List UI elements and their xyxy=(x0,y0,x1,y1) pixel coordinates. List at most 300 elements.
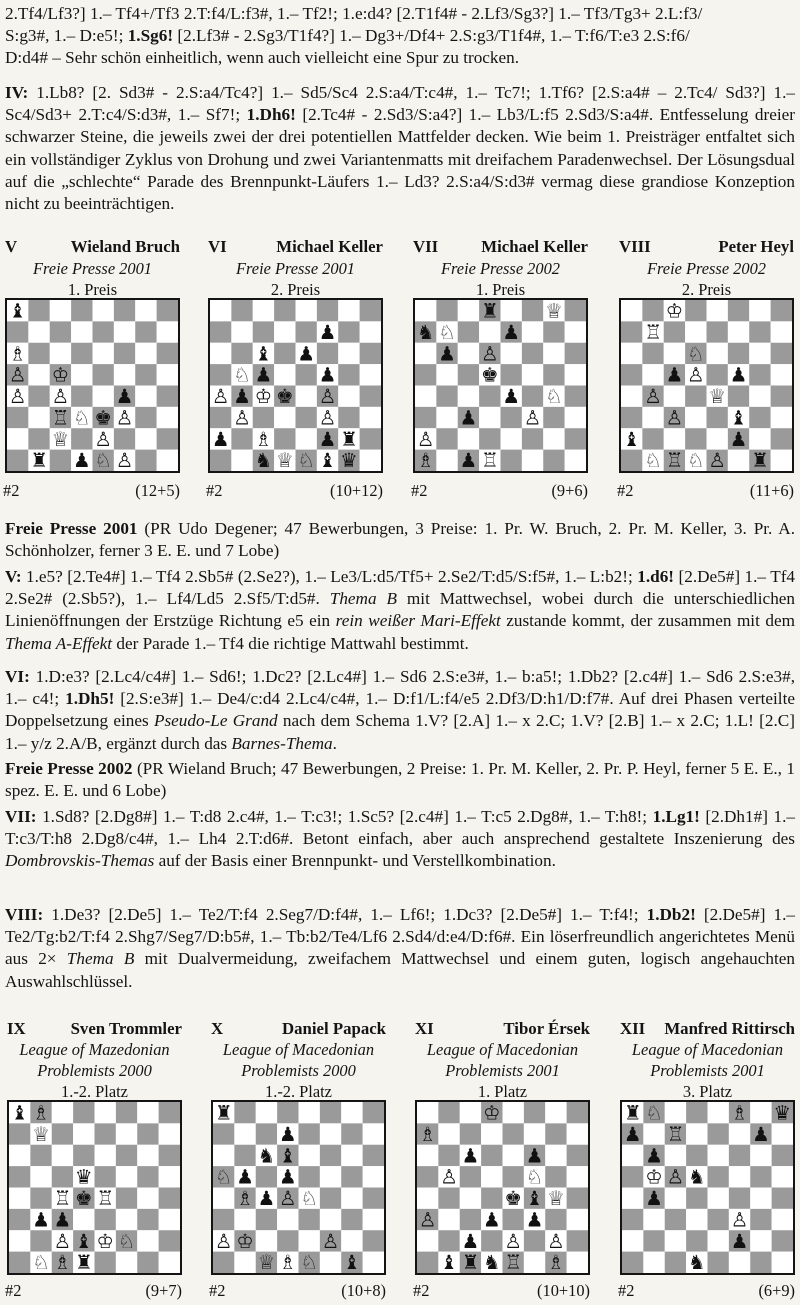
dark-square xyxy=(135,364,156,385)
dark-square xyxy=(277,1102,298,1123)
black-bishop-icon xyxy=(9,300,27,323)
white-knight-icon xyxy=(300,1187,318,1210)
white-knight-icon xyxy=(644,449,662,471)
dark-square xyxy=(320,1102,341,1123)
dark-square xyxy=(9,1123,30,1144)
black-pawn-icon xyxy=(438,342,456,365)
dark-square xyxy=(50,321,71,342)
board-grid xyxy=(621,300,792,471)
dark-square xyxy=(460,1123,481,1144)
white-bishop-icon xyxy=(417,449,435,471)
black-rook-icon xyxy=(340,428,358,451)
dark-square xyxy=(317,300,338,321)
light-square xyxy=(52,1145,73,1166)
dark-square xyxy=(524,1230,545,1251)
light-square xyxy=(522,450,543,471)
white-pawn-icon xyxy=(215,1230,233,1253)
light-square xyxy=(253,300,274,321)
light-square xyxy=(643,1209,664,1230)
problem-source: League of Macedonian xyxy=(631,1040,784,1059)
black-pawn-icon xyxy=(255,364,273,387)
dark-square xyxy=(231,343,252,364)
dark-square xyxy=(213,1209,234,1230)
white-pawn-icon xyxy=(54,1230,72,1253)
white-rook-icon xyxy=(666,449,684,471)
light-square xyxy=(234,1252,255,1273)
dark-square xyxy=(567,1102,588,1123)
white-knight-icon xyxy=(94,449,112,471)
white-rook-icon xyxy=(54,1187,72,1210)
dark-square xyxy=(7,321,28,342)
dark-square xyxy=(565,343,586,364)
dark-square xyxy=(338,407,359,428)
white-knight-icon xyxy=(300,1251,318,1273)
light-square xyxy=(341,1145,362,1166)
light-square xyxy=(320,1123,341,1144)
problem-source-line2: Problemists 2000 xyxy=(241,1061,356,1080)
dark-square xyxy=(234,1102,255,1123)
light-square xyxy=(360,321,381,342)
white-king-icon xyxy=(236,1230,254,1253)
light-square xyxy=(545,1145,566,1166)
white-bishop-icon xyxy=(32,1102,50,1125)
dark-square xyxy=(73,1102,94,1123)
light-square xyxy=(157,321,178,342)
light-square xyxy=(728,450,749,471)
problem-source: League of Macedonian xyxy=(222,1040,375,1059)
dark-square xyxy=(71,343,92,364)
dark-square xyxy=(749,407,770,428)
dark-square xyxy=(728,343,749,364)
problem-source: Freie Presse 2002 xyxy=(647,259,766,278)
light-square xyxy=(772,1123,793,1144)
light-square xyxy=(708,1188,729,1209)
light-square xyxy=(71,321,92,342)
problem-source: Freie Presse 2001 xyxy=(236,259,355,278)
black-bishop-icon xyxy=(75,1230,93,1253)
light-square xyxy=(685,321,706,342)
light-square xyxy=(622,1188,643,1209)
black-pawn-icon xyxy=(526,1208,544,1231)
solution-vi-paragraph: VI: 1.D:e3? [2.Lc4/c4#] 1.– Sd6!; 1.Dc2? [2.Lc4#] 1.– Sd6 2.S:e3#, 1.– b:a5!; 1.Db2? [2.c4#] 1.– Sd6 2.S:e3#, 1.– c4!; 1.Dh5! [2.S:e3#] 1.– De4/c:d4 2.Lc4/c4#, 1.– D:f1/L:f4/e5 2.Df3/D:h1/D:f7#. Auf drei Phasen verteilte Doppelsetzung eines Pseudo-Le Grand nach dem Schema 1.V? [2.A] 1.– x 2.C; 1.V? [2.B] 1.– x 2.C; 1.L! [2.C] 1.– y/z 2.A/B, ergänzt durch das Barnes-Thema. xyxy=(5,667,795,753)
dark-square xyxy=(114,300,135,321)
white-pawn-icon xyxy=(481,342,499,365)
light-square xyxy=(415,343,436,364)
dark-square xyxy=(9,1209,30,1230)
dark-square xyxy=(95,1252,116,1273)
dark-square xyxy=(360,300,381,321)
dark-square xyxy=(543,321,564,342)
problem-source-line2: Problemists 2001 xyxy=(445,1061,560,1080)
problem-author: Tibor Érsek xyxy=(503,1019,590,1038)
dark-square xyxy=(210,407,231,428)
light-square xyxy=(643,1252,664,1273)
dark-square xyxy=(135,407,156,428)
light-square xyxy=(299,1145,320,1166)
dark-square xyxy=(481,1145,502,1166)
white-pawn-icon xyxy=(547,1230,565,1253)
white-knight-icon xyxy=(545,385,563,408)
white-knight-icon xyxy=(645,1102,663,1125)
black-bishop-icon xyxy=(11,1102,29,1125)
white-pawn-icon xyxy=(440,1166,458,1189)
dark-square xyxy=(665,1252,686,1273)
black-king-icon xyxy=(481,364,499,387)
problem-source-line2: Problemists 2000 xyxy=(37,1061,152,1080)
problem-title xyxy=(619,236,794,258)
chessboard xyxy=(7,1100,182,1275)
dark-square xyxy=(545,1123,566,1144)
problem-title xyxy=(620,1018,795,1040)
black-bishop-icon xyxy=(526,1187,544,1210)
light-square xyxy=(320,1209,341,1230)
dark-square xyxy=(159,1188,180,1209)
white-knight-icon xyxy=(32,1251,50,1273)
light-square xyxy=(565,407,586,428)
dark-square xyxy=(621,321,642,342)
dark-square xyxy=(253,321,274,342)
problem-number: V xyxy=(5,237,18,256)
light-square xyxy=(460,1102,481,1123)
white-bishop-icon xyxy=(547,1251,565,1273)
dark-square xyxy=(436,300,457,321)
dark-square xyxy=(28,343,49,364)
dark-square xyxy=(665,1209,686,1230)
dark-square xyxy=(28,386,49,407)
black-knight-icon xyxy=(483,1251,501,1273)
black-queen-icon xyxy=(340,449,358,471)
light-square xyxy=(621,343,642,364)
light-square xyxy=(708,1145,729,1166)
light-square xyxy=(622,1145,643,1166)
dark-square xyxy=(296,407,317,428)
white-queen-icon xyxy=(547,1187,565,1210)
light-square xyxy=(729,1252,750,1273)
dark-square xyxy=(708,1252,729,1273)
dark-square xyxy=(135,321,156,342)
light-square xyxy=(436,364,457,385)
light-square xyxy=(159,1123,180,1144)
dark-square xyxy=(543,364,564,385)
light-square xyxy=(543,428,564,449)
light-square xyxy=(28,364,49,385)
white-pawn-icon xyxy=(687,364,705,387)
black-knight-icon xyxy=(688,1166,706,1189)
dark-square xyxy=(137,1166,158,1187)
black-bishop-icon xyxy=(730,406,748,429)
light-square xyxy=(501,300,522,321)
light-square xyxy=(137,1145,158,1166)
black-pawn-icon xyxy=(462,1144,480,1167)
light-square xyxy=(707,343,728,364)
white-king-icon xyxy=(666,300,684,323)
light-square xyxy=(622,1230,643,1251)
light-square xyxy=(729,1166,750,1187)
solution-viii-paragraph: VIII: 1.De3? [2.De5] 1.– Te2/T:f4 2.Seg7/D:f4#, 1.– Lf6!; 1.Dc3? [2.De5#] 1.– T:f4!; 1.Db2! [2.De5#] 1.– Te2/Tg:b2/T:f4 2.Shg7/Seg7/D:b5#, 1.– Tb:b2/Te4/Lf6 2.Sd4/d:e4/D:f6#. Ein löserfreundlich angerichtetes Menü aus 2× Thema B mit Dualvermeidung, zweifachem Mattwechsel und einem guten, logisch angehauchten Auswahlschlüssel. xyxy=(5,905,795,991)
dark-square xyxy=(296,364,317,385)
dark-square xyxy=(116,1188,137,1209)
light-square xyxy=(234,1123,255,1144)
white-pawn-icon xyxy=(94,428,112,451)
dark-square xyxy=(522,386,543,407)
light-square xyxy=(665,1188,686,1209)
light-square xyxy=(771,450,792,471)
dark-square xyxy=(545,1166,566,1187)
dark-square xyxy=(338,364,359,385)
light-square xyxy=(360,450,381,471)
light-square xyxy=(159,1252,180,1273)
light-square xyxy=(664,386,685,407)
light-square xyxy=(50,343,71,364)
black-pawn-icon xyxy=(666,364,684,387)
light-square xyxy=(73,1209,94,1230)
white-bishop-icon xyxy=(731,1102,749,1125)
dark-square xyxy=(621,450,642,471)
board-grid xyxy=(7,300,178,471)
dark-square xyxy=(137,1209,158,1230)
dark-square xyxy=(481,1230,502,1251)
black-king-icon xyxy=(276,385,294,408)
white-bishop-icon xyxy=(9,342,27,365)
dark-square xyxy=(685,386,706,407)
problem-source: League of Macedonian xyxy=(426,1040,579,1059)
light-square xyxy=(52,1102,73,1123)
dark-square xyxy=(543,407,564,428)
dark-square xyxy=(685,428,706,449)
light-square xyxy=(157,407,178,428)
black-bishop-icon xyxy=(255,342,273,365)
white-knight-icon xyxy=(215,1166,233,1189)
light-square xyxy=(460,1188,481,1209)
light-square xyxy=(116,1123,137,1144)
black-pawn-icon xyxy=(526,1144,544,1167)
dark-square xyxy=(116,1145,137,1166)
dark-square xyxy=(338,321,359,342)
dark-square xyxy=(750,1166,771,1187)
black-rook-icon xyxy=(30,449,48,471)
problem-number: VII xyxy=(413,237,439,256)
light-square xyxy=(771,321,792,342)
black-pawn-icon xyxy=(462,1230,480,1253)
dark-square xyxy=(317,343,338,364)
light-square xyxy=(686,1123,707,1144)
black-pawn-icon xyxy=(319,364,337,387)
dark-square xyxy=(159,1145,180,1166)
black-bishop-icon xyxy=(343,1251,361,1273)
dark-square xyxy=(360,343,381,364)
dark-square xyxy=(274,343,295,364)
problem-title xyxy=(413,236,588,258)
dark-square xyxy=(524,1102,545,1123)
dark-square xyxy=(458,321,479,342)
black-bishop-icon xyxy=(319,449,337,471)
light-square xyxy=(95,1145,116,1166)
dark-square xyxy=(436,386,457,407)
problem-title xyxy=(211,1018,386,1040)
dark-square xyxy=(708,1166,729,1187)
piece-count: (11+6) xyxy=(749,481,794,500)
light-square xyxy=(363,1123,384,1144)
dark-square xyxy=(729,1145,750,1166)
dark-square xyxy=(622,1209,643,1230)
board-grid xyxy=(9,1102,180,1273)
dark-square xyxy=(320,1145,341,1166)
light-square xyxy=(643,1123,664,1144)
chessboard xyxy=(211,1100,386,1275)
dark-square xyxy=(686,1188,707,1209)
light-square xyxy=(436,407,457,428)
white-rook-icon xyxy=(667,1123,685,1146)
white-king-icon xyxy=(483,1102,501,1125)
piece-count: (10+8) xyxy=(341,1281,386,1300)
dark-square xyxy=(642,428,663,449)
black-king-icon xyxy=(94,406,112,429)
black-pawn-icon xyxy=(212,428,230,451)
light-square xyxy=(501,343,522,364)
white-knight-icon xyxy=(687,342,705,365)
light-square xyxy=(749,428,770,449)
light-square xyxy=(157,364,178,385)
dark-square xyxy=(213,1123,234,1144)
light-square xyxy=(415,386,436,407)
light-square xyxy=(415,300,436,321)
problem-prize: 1.-2. Platz xyxy=(61,1082,128,1101)
black-rook-icon xyxy=(624,1102,642,1125)
dark-square xyxy=(729,1188,750,1209)
light-square xyxy=(363,1252,384,1273)
dark-square xyxy=(95,1209,116,1230)
problem-number: VI xyxy=(208,237,227,256)
problem-author: Peter Heyl xyxy=(718,237,794,256)
black-pawn-icon xyxy=(73,449,91,471)
white-rook-icon xyxy=(481,449,499,471)
stipulation: #2 xyxy=(209,1281,226,1300)
piece-count: (10+12) xyxy=(330,481,383,500)
problem-prize: 1. Preis xyxy=(475,280,526,299)
problem-title xyxy=(208,236,383,258)
dark-square xyxy=(642,343,663,364)
dark-square xyxy=(256,1123,277,1144)
light-square xyxy=(231,450,252,471)
problem-author: Wieland Bruch xyxy=(70,237,180,256)
light-square xyxy=(299,1230,320,1251)
light-square xyxy=(417,1102,438,1123)
problem-prize: 2. Preis xyxy=(681,280,732,299)
white-bishop-icon xyxy=(255,428,273,451)
black-knight-icon xyxy=(258,1144,276,1167)
light-square xyxy=(567,1209,588,1230)
white-king-icon xyxy=(52,364,70,387)
dark-square xyxy=(135,450,156,471)
dark-square xyxy=(750,1252,771,1273)
light-square xyxy=(114,321,135,342)
stipulation: #2 xyxy=(618,1281,635,1300)
light-square xyxy=(522,364,543,385)
light-square xyxy=(135,343,156,364)
dark-square xyxy=(50,450,71,471)
white-queen-icon xyxy=(708,385,726,408)
dark-square xyxy=(95,1166,116,1187)
dark-square xyxy=(320,1188,341,1209)
problem-title xyxy=(415,1018,590,1040)
light-square xyxy=(707,428,728,449)
dark-square xyxy=(543,450,564,471)
piece-count: (9+7) xyxy=(145,1281,182,1300)
white-rook-icon xyxy=(644,321,662,344)
light-square xyxy=(479,321,500,342)
light-square xyxy=(686,1209,707,1230)
dark-square xyxy=(565,428,586,449)
white-pawn-icon xyxy=(322,1230,340,1253)
problem-title xyxy=(5,236,180,258)
light-square xyxy=(363,1209,384,1230)
white-pawn-icon xyxy=(319,406,337,429)
dark-square xyxy=(71,428,92,449)
light-square xyxy=(458,428,479,449)
black-pawn-icon xyxy=(730,428,748,451)
problem-prize: 2. Preis xyxy=(270,280,321,299)
dark-square xyxy=(771,386,792,407)
dark-square xyxy=(157,300,178,321)
dark-square xyxy=(621,407,642,428)
dark-square xyxy=(213,1252,234,1273)
piece-count: (6+9) xyxy=(758,1281,795,1300)
dark-square xyxy=(93,364,114,385)
dark-square xyxy=(771,343,792,364)
white-pawn-icon xyxy=(708,449,726,471)
stipulation: #2 xyxy=(5,1281,22,1300)
light-square xyxy=(95,1102,116,1123)
dark-square xyxy=(363,1188,384,1209)
white-king-icon xyxy=(96,1230,114,1253)
dark-square xyxy=(9,1166,30,1187)
light-square xyxy=(137,1188,158,1209)
light-square xyxy=(210,300,231,321)
black-pawn-icon xyxy=(32,1208,50,1231)
stipulation: #2 xyxy=(3,481,20,500)
solution-iv-paragraph: IV: 1.Lb8? [2. Sd3# - 2.S:a4/Tc4?] 1.– Sd5/Sc4 2.S:a4/T:c4#, 1.– Tc7!; 1.Tf6? [2.S:a4# – 2.Tc4/ Sd3?] 1.– Sc4/Sd3+ 2.T:c4/S:d3#, 1.– Sf7!; 1.Dh6! [2.Tc4# - 2.Sd3/S:a4?] 1.– Lb3/L:f5 2.Sd3/S:a4#. Entfesselung dreier schwarzer Steine, die jeweils zwei der drei potentiellen Mattfelder decken. Wie beim 1. Preisträger entfaltet sich ein vollständiger Zyklus von Drohung und zwei Variantenmatts mit dreifachem Paradenwechsel. Der Lösungsdual auf die „schlechte“ Parade des Brennpunkt-Läufers 1.– Ld3? 2.S:a4/S:d3# vermag diese grandiose Konzeption nicht zu beeinträchtigen. xyxy=(5,83,796,214)
white-pawn-icon xyxy=(666,406,684,429)
dark-square xyxy=(363,1102,384,1123)
light-square xyxy=(338,386,359,407)
light-square xyxy=(213,1145,234,1166)
light-square xyxy=(417,1188,438,1209)
dark-square xyxy=(438,1230,459,1251)
dark-square xyxy=(749,321,770,342)
dark-square xyxy=(479,386,500,407)
light-square xyxy=(338,300,359,321)
white-pawn-icon xyxy=(417,428,435,451)
problem-author: Michael Keller xyxy=(276,237,383,256)
dark-square xyxy=(438,1102,459,1123)
problem-author: Daniel Papack xyxy=(282,1019,386,1038)
light-square xyxy=(565,321,586,342)
black-pawn-icon xyxy=(502,321,520,344)
light-square xyxy=(360,407,381,428)
black-pawn-icon xyxy=(279,1166,297,1189)
dark-square xyxy=(253,407,274,428)
light-square xyxy=(481,1166,502,1187)
black-pawn-icon xyxy=(116,385,134,408)
dark-square xyxy=(210,450,231,471)
dark-square xyxy=(438,1188,459,1209)
dark-square xyxy=(137,1123,158,1144)
light-square xyxy=(750,1230,771,1251)
light-square xyxy=(274,321,295,342)
dark-square xyxy=(501,364,522,385)
problem-source: League of Mazedonian xyxy=(19,1040,170,1059)
light-square xyxy=(522,321,543,342)
